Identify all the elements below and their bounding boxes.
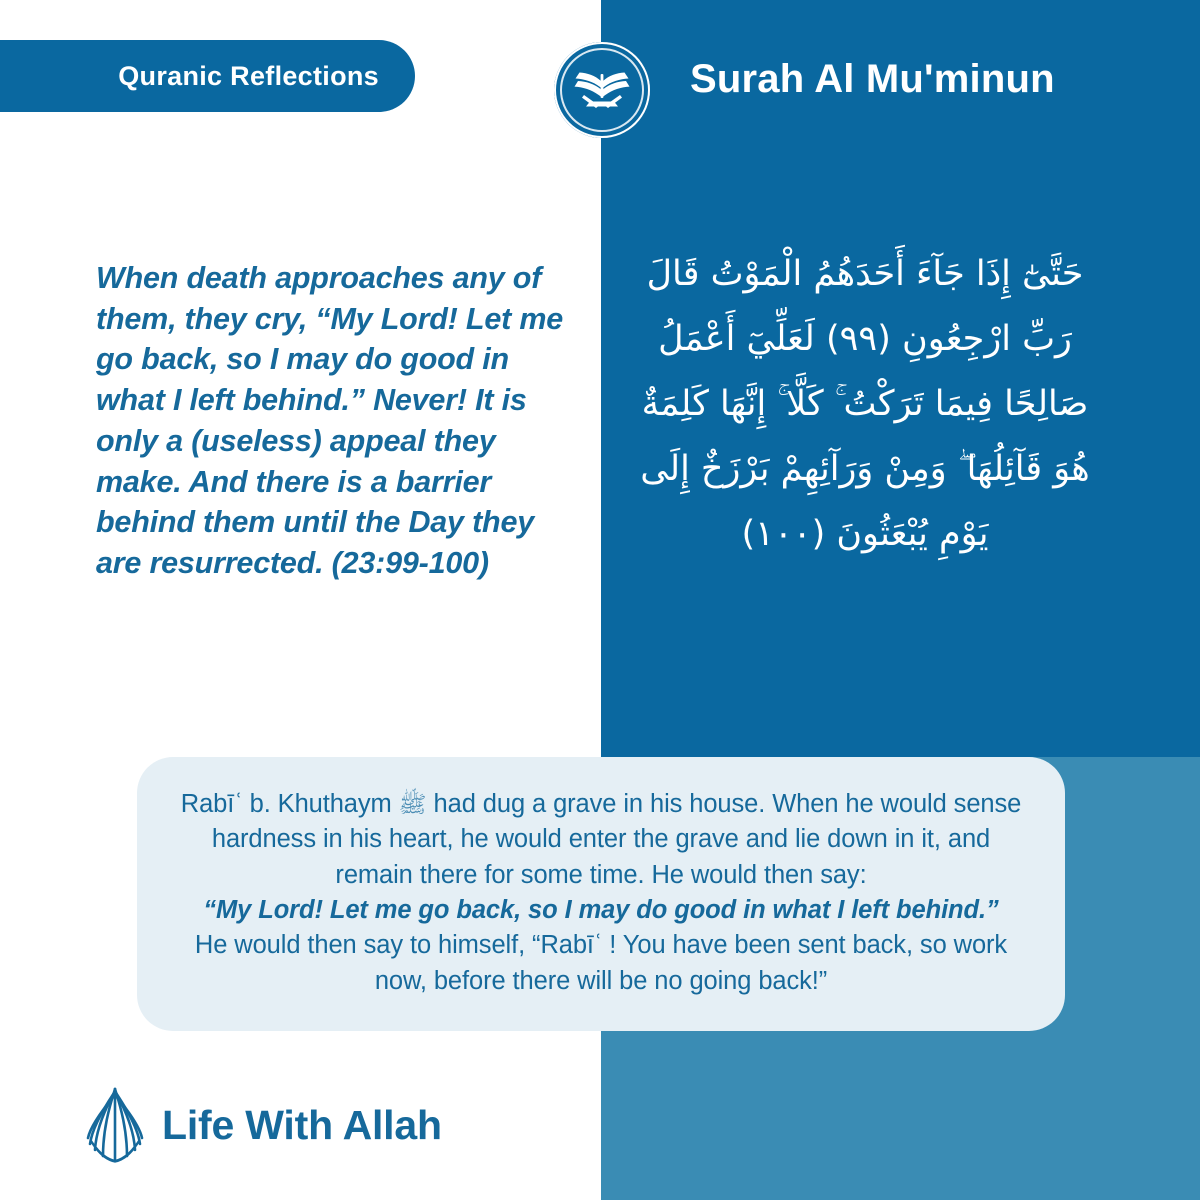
honorific-icon: ﷺ bbox=[398, 792, 427, 818]
narration-emphasis: “My Lord! Let me go back, so I may do good in what I left behind.” bbox=[203, 895, 999, 924]
arabic-line: رَبِّ ارْجِعُونِ (٩٩) لَعَلِّيٓ أَعْمَلُ bbox=[658, 319, 1072, 360]
category-label: Quranic Reflections bbox=[118, 60, 379, 91]
flame-leaf-logo-icon bbox=[84, 1086, 146, 1164]
quran-book-icon bbox=[554, 42, 650, 138]
narration-part-1: Rabīʿ b. Khuthaym bbox=[180, 790, 399, 818]
surah-title: Surah Al Mu'minun bbox=[690, 57, 1055, 101]
brand-name: Life With Allah bbox=[162, 1101, 442, 1148]
brand-footer bbox=[84, 1086, 442, 1164]
narration-text bbox=[177, 787, 1025, 999]
arabic-line: هُوَ قَآئِلُهَا ۖ وَمِنْ وَرَآئِهِمْ بَرْزَخٌ إِلَى bbox=[640, 449, 1090, 490]
narration-part-2: had dug a grave in his house. When he would sense hardness in his heart, he would enter the grave and lie down in it, and remain there for some time. He would then say: bbox=[211, 790, 1022, 889]
category-pill bbox=[0, 40, 415, 112]
translation-text: When death approaches any of them, they cry, “My Lord! Let me go back, so I may do good in what I left behind.” Never! It is only a (useless) appeal they make. And there is a barrier behind them until the Day they are resurrected. (23:99-100) bbox=[96, 261, 564, 580]
arabic-line: صَالِحًا فِيمَا تَرَكْتُ ۚ كَلَّا ۚ إِنَّهَا كَلِمَةٌ bbox=[641, 384, 1089, 425]
narration-card bbox=[137, 757, 1065, 1031]
narration-part-3: He would then say to himself, “Rabīʿ ! You have been sent back, so work now, before there will be no going back!” bbox=[194, 931, 1008, 995]
arabic-line: حَتَّىٰٓ إِذَا جَآءَ أَحَدَهُمُ الْمَوْتُ قَالَ bbox=[646, 254, 1084, 294]
arabic-verse-block bbox=[620, 242, 1110, 567]
right-panel-bottom-background bbox=[601, 1030, 1200, 1200]
arabic-line: يَوْمِ يُبْعَثُونَ (١٠٠) bbox=[741, 514, 989, 555]
